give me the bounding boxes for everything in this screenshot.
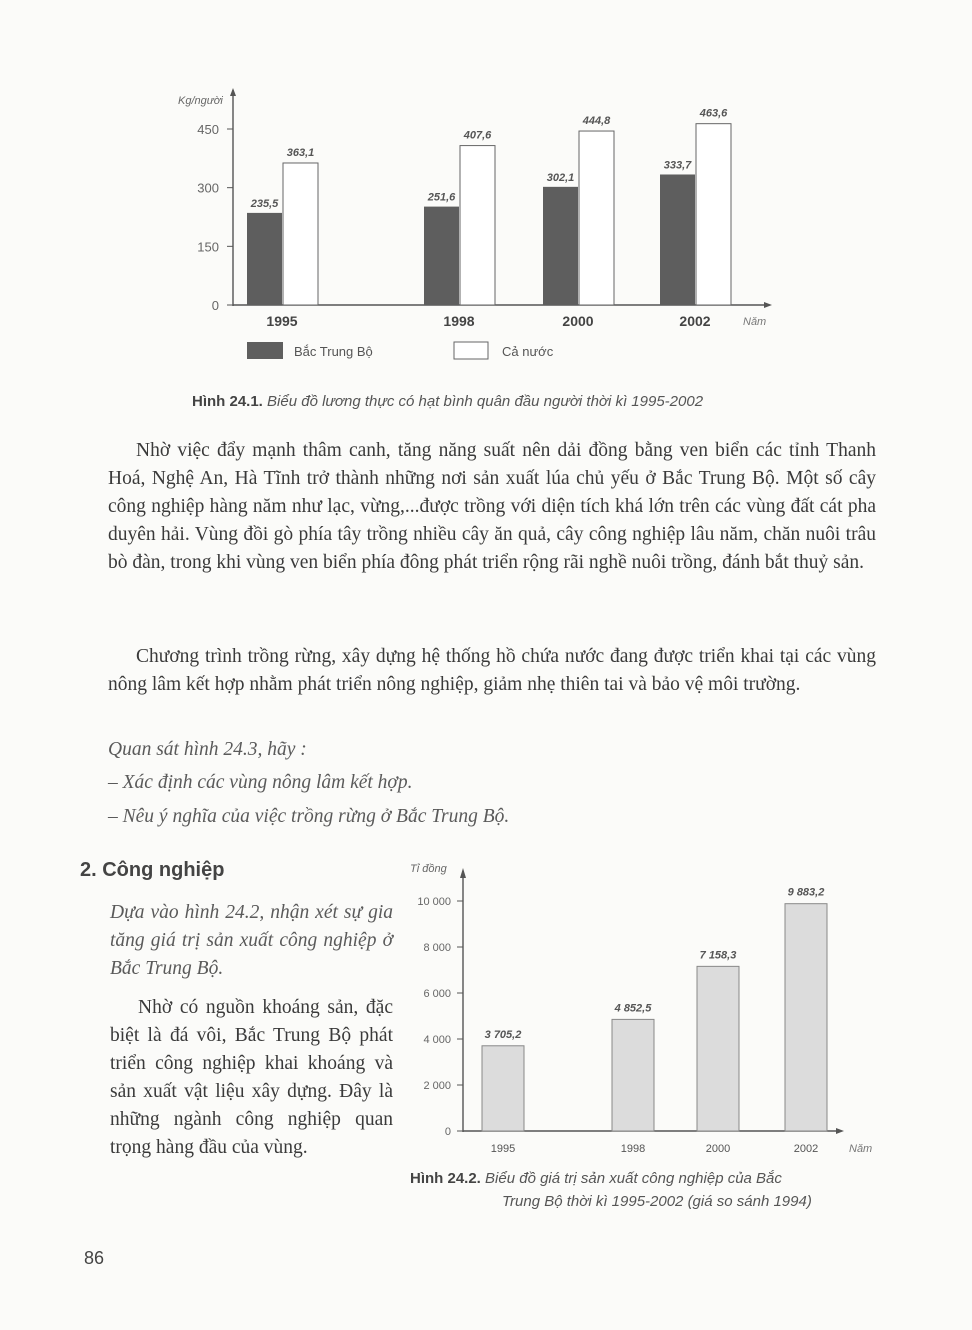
figure-24-1-caption	[192, 393, 892, 410]
y-axis-arrow-icon	[230, 88, 236, 96]
y-axis-label: Tỉ đồng	[410, 863, 447, 875]
data-label-ca-nuoc: 407,6	[463, 129, 492, 142]
x-tick-label: 2002	[679, 313, 711, 329]
paragraph-agriculture: Nhờ việc đẩy mạnh thâm canh, tăng năng suất nên dải đồng bằng ven biển các tỉnh Thanh Hoá, Nghệ An, Hà Tĩnh trở thành những nơi sản xuất lúa chủ yếu ở Bắc Trung Bộ. Một số cây công nghiệp hàng năm như lạc, vừng,...được trồng với diện tích khá lớn trên các vùng đất cát pha duyên hải. Vùng đồi gò phía tây trồng nhiều cây ăn quả, cây công nghiệp lâu năm, chăn nuôi trâu bò đàn, trong khi vùng ven biển phía đông phát triển rộng rãi nghề nuôi trồng, đánh bắt thuỷ sản.	[108, 440, 876, 573]
section-title-industry: 2. Công nghiệp	[80, 859, 225, 881]
y-tick-label: 8 000	[423, 942, 451, 954]
x-axis-label: Năm	[743, 316, 767, 328]
legend-swatch-bac-trung-bo	[247, 342, 283, 359]
x-tick-label: 1998	[443, 313, 475, 329]
x-tick-label: 1995	[266, 313, 298, 329]
bar-bac-trung-bo	[247, 213, 282, 305]
bar-industrial-output	[697, 966, 739, 1131]
legend-label-ca-nuoc: Cả nước	[502, 344, 554, 359]
chart-industrial-output	[400, 850, 880, 1160]
data-label: 3 705,2	[484, 1028, 522, 1041]
paragraph-industry: Nhờ có nguồn khoáng sản, đặc biệt là đá vôi, Bắc Trung Bộ phát triển công nghiệp khai khoáng và sản xuất vật liệu xây dựng. Đây là những ngành công nghiệp quan trọng hàng đầu của vùng.	[110, 997, 393, 1158]
bar-ca-nuoc	[283, 163, 318, 305]
figure-24-1-label: Hình 24.1.	[192, 393, 263, 410]
x-axis-arrow-icon	[836, 1128, 844, 1134]
question-figure-24-2: Dựa vào hình 24.2, nhận xét sự gia tăng giá trị sản xuất công nghiệp ở Bắc Trung Bộ.	[110, 902, 393, 979]
legend-label-bac-trung-bo: Bắc Trung Bộ	[294, 344, 373, 359]
y-tick-label: 2 000	[423, 1080, 451, 1092]
y-axis-arrow-icon	[460, 868, 466, 878]
x-tick-label: 2002	[793, 1143, 819, 1155]
page-number: 86	[84, 1248, 105, 1268]
y-tick-label: 4 000	[423, 1034, 451, 1046]
x-tick-label: 2000	[705, 1143, 731, 1155]
legend-swatch-ca-nuoc	[454, 342, 488, 359]
bar-industrial-output	[612, 1019, 654, 1131]
data-label: 9 883,2	[787, 886, 825, 899]
task-item-2: – Nêu ý nghĩa của việc trồng rừng ở Bắc Trung Bộ.	[108, 806, 510, 827]
x-tick-label: 1995	[490, 1143, 516, 1155]
data-label-bac-trung-bo: 251,6	[427, 191, 456, 204]
data-label: 7 158,3	[699, 949, 737, 962]
y-tick-label: 150	[197, 239, 219, 255]
chart-food-per-capita	[0, 0, 972, 370]
data-label-ca-nuoc: 363,1	[286, 146, 315, 159]
data-label-ca-nuoc: 463,6	[699, 107, 728, 120]
y-axis-label: Kg/người	[178, 95, 223, 107]
task-item-1: – Xác định các vùng nông lâm kết hợp.	[108, 772, 413, 793]
y-tick-label: 450	[197, 122, 219, 137]
data-label-bac-trung-bo: 235,5	[250, 197, 279, 210]
y-tick-label: 6 000	[423, 988, 451, 1000]
data-label-ca-nuoc: 444,8	[582, 115, 611, 128]
x-tick-label: 2000	[562, 313, 594, 329]
bar-ca-nuoc	[460, 146, 495, 305]
bar-bac-trung-bo	[424, 207, 459, 305]
y-tick-label: 10 000	[417, 896, 451, 908]
bar-industrial-output	[785, 904, 827, 1131]
x-tick-label: 1998	[620, 1143, 646, 1155]
y-tick-label: 0	[444, 1126, 451, 1138]
data-label-bac-trung-bo: 302,1	[546, 171, 575, 184]
data-label-bac-trung-bo: 333,7	[663, 159, 692, 172]
figure-24-2-caption	[410, 1170, 880, 1210]
bar-bac-trung-bo	[543, 187, 578, 305]
y-tick-label: 0	[211, 298, 219, 313]
bar-ca-nuoc	[696, 124, 731, 305]
x-axis-arrow-icon	[764, 302, 772, 308]
task-intro: Quan sát hình 24.3, hãy :	[108, 739, 307, 760]
bar-industrial-output	[482, 1046, 524, 1131]
y-tick-label: 300	[197, 180, 219, 196]
figure-24-1-title: Biểu đồ lương thực có hạt bình quân đầu người thời kì 1995-2002	[267, 393, 704, 410]
figure-24-2-title-line2: Trung Bộ thời kì 1995-2002 (giá so sánh 1994)	[502, 1193, 812, 1210]
data-label: 4 852,5	[614, 1002, 652, 1015]
x-axis-label: Năm	[849, 1143, 873, 1155]
figure-24-2-title-line1: Biểu đồ giá trị sản xuất công nghiệp của Bắc	[485, 1170, 782, 1187]
figure-24-2-label: Hình 24.2.	[410, 1170, 481, 1187]
bar-ca-nuoc	[579, 131, 614, 305]
paragraph-forestation: Chương trình trồng rừng, xây dựng hệ thống hồ chứa nước đang được triển khai tại các vùng nông lâm kết hợp nhằm phát triển nông nghiệp, giảm nhẹ thiên tai và bảo vệ môi trường.	[108, 646, 876, 695]
bar-bac-trung-bo	[660, 174, 695, 305]
